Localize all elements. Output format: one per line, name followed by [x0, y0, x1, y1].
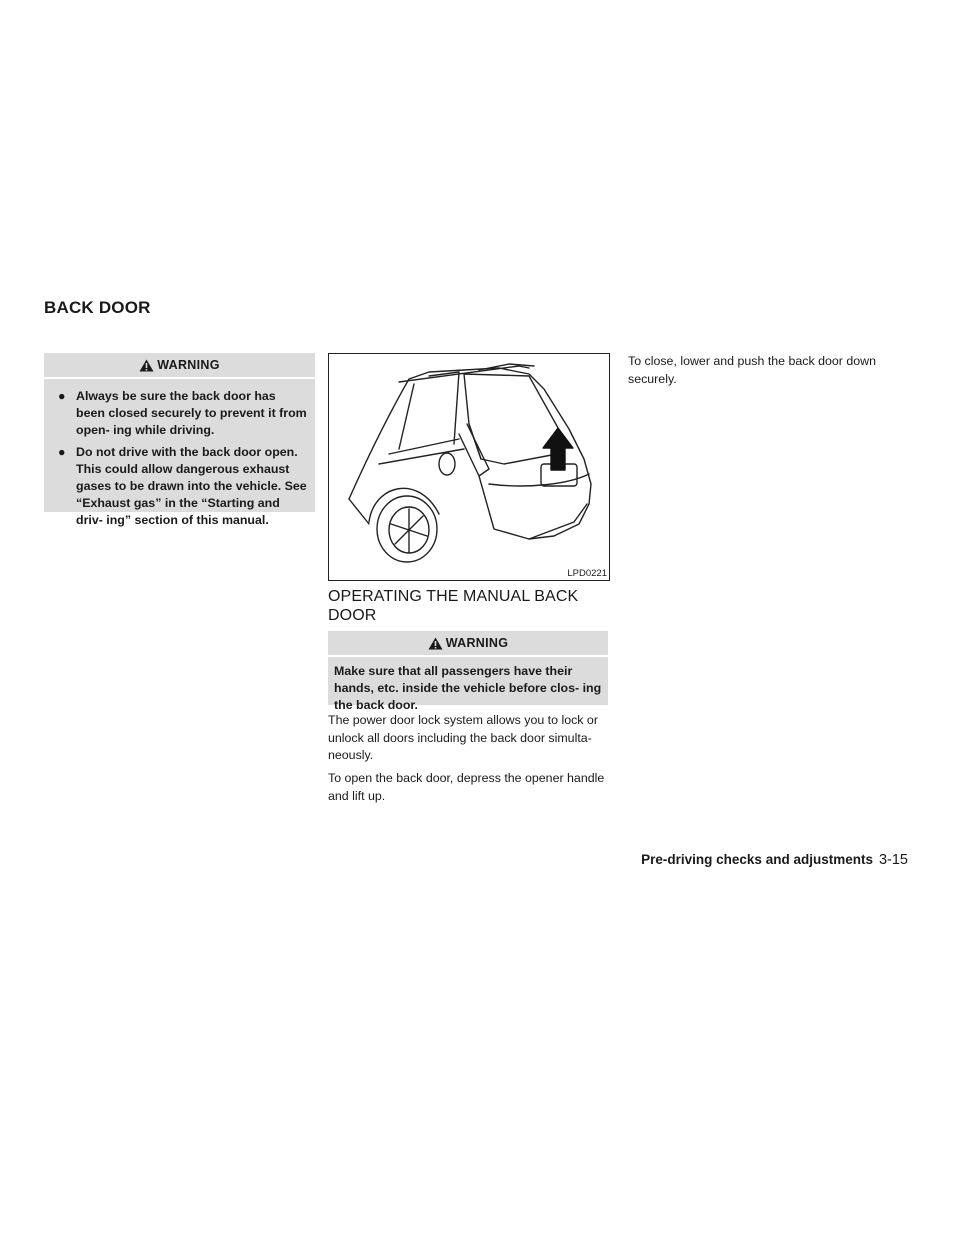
paragraph: To open the back door, depress the opener handle and lift up. — [328, 771, 605, 803]
paragraph: To close, lower and push the back door down securely. — [628, 354, 876, 386]
warning-bullet — [58, 444, 307, 530]
bullet-mark: ● — [58, 389, 66, 403]
warning-bullet-text: Always be sure the back door has been closed securely to prevent it from open- ing while driving. — [76, 389, 307, 438]
footer-chapter-title: Pre-driving checks and adjustments — [641, 852, 873, 867]
subsection-title: OPERATING THE MANUAL BACK DOOR — [328, 588, 579, 624]
page-number: 3-15 — [878, 852, 908, 868]
warning-triangle-icon — [139, 359, 154, 372]
bullet-mark: ● — [58, 444, 66, 459]
warning-triangle-icon — [428, 637, 443, 650]
left-warning-box — [44, 353, 315, 528]
page-footer — [641, 852, 908, 868]
mid-warning-box — [328, 631, 608, 713]
warning-bullet-text: Do not drive with the back door open. This could allow dangerous exhaust gases to be drawn into the vehicle. See “Exhaust gas” in the “Starting and driv- ing” section of this manual. — [76, 444, 307, 528]
car-rear-illustration — [329, 354, 609, 580]
warning-body-text: Make sure that all passengers have their hands, etc. inside the vehicle before clos- ing the back door. — [334, 664, 602, 713]
section-title: BACK DOOR — [44, 298, 151, 317]
warning-heading — [328, 631, 608, 657]
warning-heading — [44, 353, 315, 379]
paragraph: The power door lock system allows you to lock or unlock all doors including the back door simulta- neously. — [328, 713, 598, 763]
figure-label: LPD0221 — [567, 568, 607, 579]
warning-body — [44, 379, 315, 530]
warning-bullet — [58, 388, 307, 440]
warning-heading-text: WARNING — [157, 358, 220, 372]
back-door-figure — [328, 353, 610, 581]
warning-heading-text: WARNING — [445, 636, 509, 650]
